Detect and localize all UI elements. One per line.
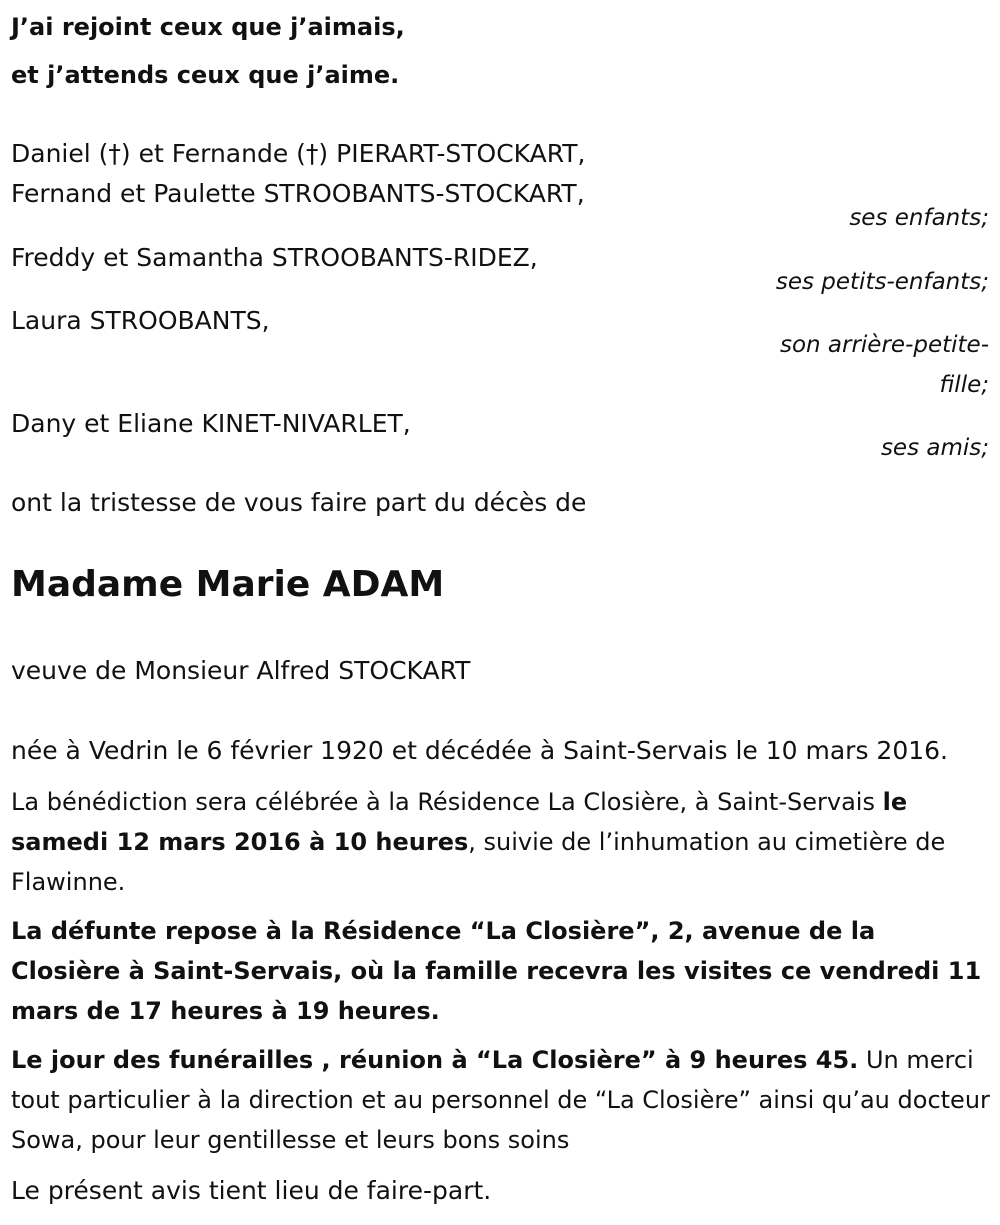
ceremony-date: le samedi 12 mars 2016 à 10 heures [11, 788, 908, 856]
relation-arriere-petite-fille-2: fille; [939, 372, 989, 398]
family-line-daniel: Daniel (†) et Fernande (†) PIERART-STOCKART, [11, 139, 586, 168]
epigraph-line-2: et j’attends ceux que j’aime. [11, 61, 400, 89]
cross-symbol: † [108, 139, 121, 168]
ceremony-paragraph: La bénédiction sera célébrée à la Résidence La Closière, à Saint-Servais le samedi 12 mars 2016 à 10 heures, suivie de l’inhumation au cimetière de Flawinne. [11, 788, 946, 896]
relation-arriere-petite-fille-1: son arrière-petite- [779, 332, 989, 358]
family-line-laura: Laura STROOBANTS, [11, 306, 270, 335]
relation-ses-enfants: ses enfants; [849, 205, 989, 231]
notice-line: Le présent avis tient lieu de faire-part. [11, 1176, 492, 1205]
widow-line: veuve de Monsieur Alfred STOCKART [11, 656, 471, 685]
obituary-notice [11, 0, 989, 1225]
cross-symbol: † [305, 139, 319, 168]
visitation-paragraph: La défunte repose à la Résidence “La Closière”, 2, avenue de la Closière à Saint-Servais, où la famille recevra les visites ce vendredi 11 mars de 17 heures à 19 heures. [11, 917, 982, 1025]
funeral-paragraph: Le jour des funérailles , réunion à “La Closière” à 9 heures 45. Un merci tout particulier à la direction et au personnel de “La Closière” ainsi qu’au docteur Sowa, pour leur gentillesse et leurs bons soins [11, 1046, 990, 1154]
family-line-dany: Dany et Eliane KINET-NIVARLET, [11, 409, 411, 438]
funeral-meeting: Le jour des funérailles , réunion à “La Closière” à 9 heures 45. [11, 1046, 859, 1074]
relation-ses-petits-enfants: ses petits-enfants; [775, 269, 989, 295]
announcement-text: ont la tristesse de vous faire part du décès de [11, 488, 587, 517]
relation-ses-amis: ses amis; [880, 435, 989, 461]
epigraph-line-1: J’ai rejoint ceux que j’aimais, [11, 13, 405, 41]
birth-death-dates: née à Vedrin le 6 février 1920 et décédée à Saint-Servais le 10 mars 2016. [11, 736, 948, 765]
family-line-freddy: Freddy et Samantha STROOBANTS-RIDEZ, [11, 243, 538, 272]
deceased-name: Madame Marie ADAM [11, 564, 445, 605]
family-line-fernand: Fernand et Paulette STROOBANTS-STOCKART, [11, 179, 585, 208]
